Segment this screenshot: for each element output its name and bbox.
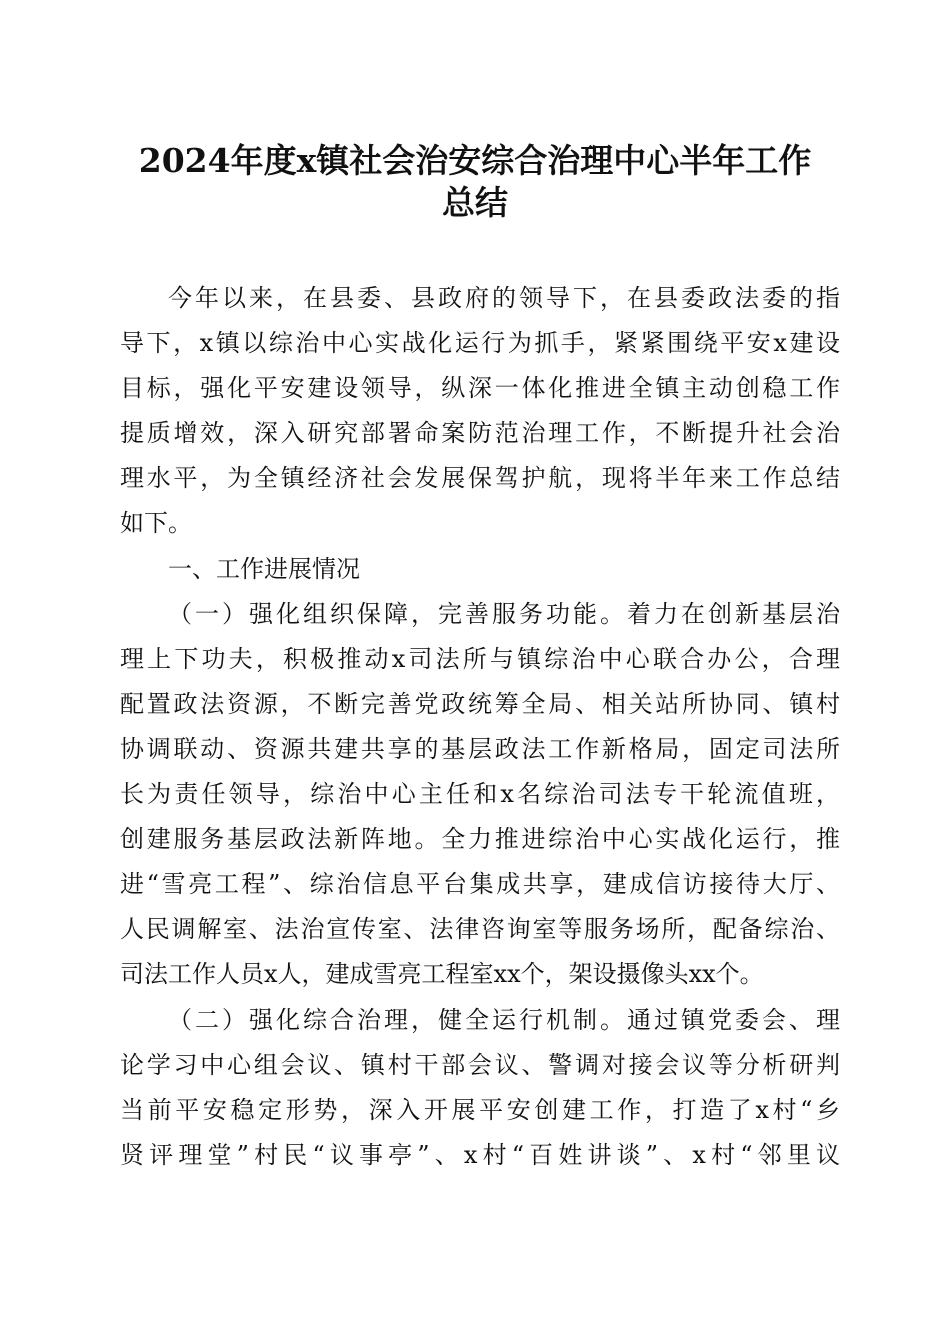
document-title xyxy=(100,140,850,224)
text-line: 协调联动、资源共建共享的基层政法工作新格局，固定司法所 xyxy=(120,734,840,763)
text-line: 贤评理堂”村民“议事亭”、x村“百姓讲谈”、x村“邻里议 xyxy=(120,1140,840,1169)
text-line: 一、工作进展情况 xyxy=(168,554,360,583)
text-line: 配置政法资源，不断完善党政统筹全局、相关站所协同、镇村 xyxy=(120,689,840,718)
text-line: 创建服务基层政法新阵地。全力推进综治中心实战化运行，推 xyxy=(120,825,840,854)
text-line: 论学习中心组会议、镇村干部会议、警调对接会议等分析研判 xyxy=(120,1050,840,1079)
text-line: 长为责任领导，综治中心主任和x名综治司法专干轮流值班， xyxy=(120,780,840,809)
title-line-1: 2024年度x镇社会治安综合治理中心半年工作 xyxy=(138,141,812,180)
text-line: 理上下功夫，积极推动x司法所与镇综治中心联合办公，合理 xyxy=(120,644,840,673)
text-line: 导下，x镇以综治中心实战化运行为抓手，紧紧围绕平安x建设 xyxy=(120,329,840,358)
text-line: 司法工作人员x人，建成雪亮工程室xx个，架设摄像头xx个。 xyxy=(120,960,764,989)
text-line: （二）强化综合治理，健全运行机制。通过镇党委会、理 xyxy=(168,1005,840,1034)
title-line-2: 总结 xyxy=(442,183,508,222)
text-line: 今年以来，在县委、县政府的领导下，在县委政法委的指 xyxy=(168,284,840,312)
document-body xyxy=(120,276,840,1178)
text-line: 目标，强化平安建设领导，纵深一体化推进全镇主动创稳工作 xyxy=(120,374,840,403)
text-line: （一）强化组织保障，完善服务功能。着力在创新基层治 xyxy=(168,599,840,628)
text-line: 提质增效，深入研究部署命案防范治理工作，不断提升社会治 xyxy=(120,419,840,448)
text-line: 如下。 xyxy=(120,509,192,538)
text-line: 进“雪亮工程”、综治信息平台集成共享，建成信访接待大厅、 xyxy=(120,870,840,899)
text-line: 理水平，为全镇经济社会发展保驾护航，现将半年来工作总结 xyxy=(120,464,840,493)
text-line: 人民调解室、法治宣传室、法律咨询室等服务场所，配备综治、 xyxy=(120,915,840,944)
text-line: 当前平安稳定形势，深入开展平安创建工作，打造了x村“乡 xyxy=(120,1095,840,1124)
